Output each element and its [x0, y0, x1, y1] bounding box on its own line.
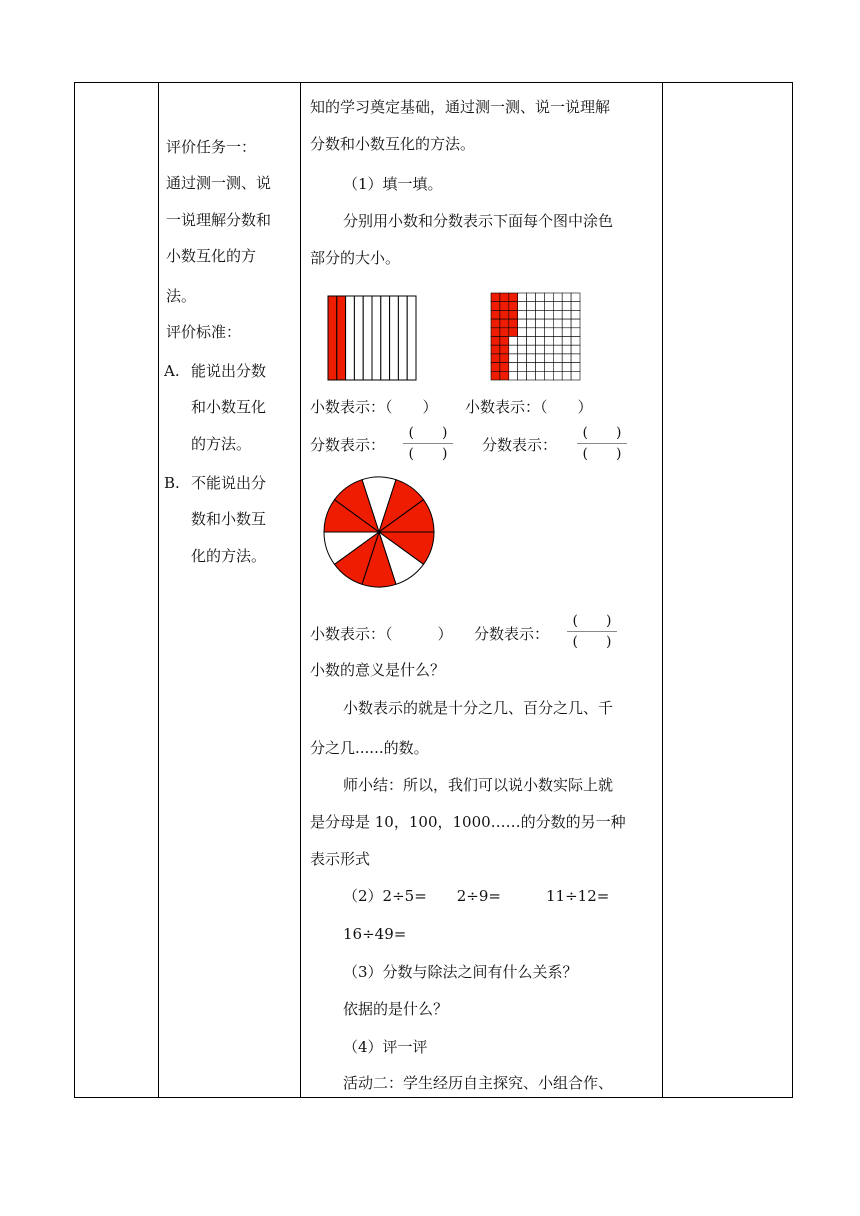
task-line: 法。: [166, 287, 197, 305]
grid-cell: [527, 345, 536, 354]
grid-cell: [509, 337, 518, 346]
grid-cell: [562, 371, 571, 380]
grid-cell: [518, 302, 527, 311]
grid-cell: [509, 371, 518, 380]
grid-cell: [527, 302, 536, 311]
grid-cell: [491, 302, 500, 311]
numerator-blank: ( ): [408, 425, 448, 441]
grid-cell: [553, 319, 562, 328]
decimal-label-2: 小数表示：（ ）: [465, 398, 593, 416]
grid-cell: [562, 310, 571, 319]
fraction-blank-2: [577, 424, 627, 463]
grid-cell: [536, 310, 545, 319]
fraction-label-1: 分数表示：: [310, 436, 386, 454]
grid-cell: [500, 319, 509, 328]
grid-cell: [491, 354, 500, 363]
grid-cell: [553, 302, 562, 311]
grid-cell: [500, 371, 509, 380]
grid-cell: [500, 293, 509, 302]
grid-cell: [544, 293, 553, 302]
grid-cell: [491, 345, 500, 354]
numerator-blank: ( ): [572, 613, 612, 629]
grid-cell: [553, 345, 562, 354]
question-3: （3）分数与除法之间有什么关系？: [343, 963, 578, 981]
paragraph-line: 分之几......的数。: [310, 739, 429, 757]
column-divider: [300, 83, 301, 1097]
option-a-line: 能说出分数: [191, 362, 267, 380]
fraction-label-3: 分数表示：: [474, 625, 550, 643]
grid-cell: [571, 319, 580, 328]
tenth-strip: [337, 296, 346, 380]
grid-cell: [491, 319, 500, 328]
grid-cell: [536, 345, 545, 354]
tenth-strip: [363, 296, 372, 380]
option-a-label: A.: [164, 362, 180, 380]
question-4: （4）评一评: [343, 1038, 428, 1056]
grid-cell: [500, 328, 509, 337]
grid-cell: [571, 354, 580, 363]
question-3-cont: 依据的是什么？: [343, 1000, 449, 1018]
grid-cell: [518, 328, 527, 337]
grid-cell: [553, 328, 562, 337]
grid-cell: [571, 310, 580, 319]
paragraph-line: 表示形式: [310, 850, 371, 868]
paragraph-line: 是分母是 10，100，1000……的分数的另一种: [310, 813, 626, 831]
grid-cell: [491, 310, 500, 319]
grid-cell: [562, 319, 571, 328]
grid-cell: [491, 371, 500, 380]
grid-cell: [536, 371, 545, 380]
grid-cell: [518, 345, 527, 354]
grid-cell: [544, 363, 553, 372]
grid-cell: [527, 363, 536, 372]
grid-cell: [536, 319, 545, 328]
grid-cell: [491, 337, 500, 346]
hundredths-grid-figure: [490, 292, 581, 381]
grid-cell: [536, 337, 545, 346]
grid-cell: [518, 354, 527, 363]
grid-cell: [536, 363, 545, 372]
grid-cell: [527, 319, 536, 328]
grid-cell: [536, 328, 545, 337]
grid-cell: [527, 337, 536, 346]
option-a-line: 的方法。: [191, 435, 252, 453]
grid-cell: [500, 363, 509, 372]
decimal-label-1: 小数表示：（ ）: [310, 398, 438, 416]
grid-cell: [571, 302, 580, 311]
denominator-blank: ( ): [572, 634, 612, 650]
option-b-line: 数和小数互: [191, 510, 267, 528]
grid-cell: [536, 302, 545, 311]
grid-cell: [491, 363, 500, 372]
task-line: 通过测一测、说: [166, 174, 272, 192]
grid-cell: [544, 371, 553, 380]
grid-cell: [571, 328, 580, 337]
tenth-strip: [390, 296, 399, 380]
grid-cell: [544, 345, 553, 354]
task-title: 评价任务一：: [166, 138, 257, 156]
grid-cell: [562, 345, 571, 354]
tenth-strip: [381, 296, 390, 380]
grid-cell: [509, 363, 518, 372]
question-1: （1）填一填。: [343, 175, 443, 193]
tenths-square-figure: [327, 295, 417, 381]
grid-cell: [553, 337, 562, 346]
grid-cell: [518, 319, 527, 328]
grid-cell: [544, 319, 553, 328]
grid-cell: [571, 363, 580, 372]
grid-cell: [509, 319, 518, 328]
grid-cell: [544, 328, 553, 337]
grid-cell: [553, 293, 562, 302]
grid-cell: [500, 302, 509, 311]
grid-cell: [500, 337, 509, 346]
grid-cell: [491, 328, 500, 337]
paragraph-line: 部分的大小。: [310, 249, 401, 267]
grid-cell: [571, 345, 580, 354]
paragraph-line: 分别用小数和分数表示下面每个图中涂色: [343, 212, 614, 230]
grid-cell: [544, 354, 553, 363]
option-a-line: 和小数互化: [191, 398, 267, 416]
tenth-strip: [372, 296, 381, 380]
option-b-line: 不能说出分: [191, 474, 267, 492]
grid-cell: [571, 371, 580, 380]
grid-cell: [536, 293, 545, 302]
activity-2: 活动二：学生经历自主探究、小组合作、: [343, 1074, 614, 1092]
grid-cell: [562, 293, 571, 302]
fraction-label-2: 分数表示：: [482, 436, 558, 454]
column-divider: [662, 83, 663, 1097]
task-line: 一说理解分数和: [166, 211, 272, 229]
tenth-strip: [346, 296, 355, 380]
grid-cell: [553, 310, 562, 319]
tenth-strip: [407, 296, 416, 380]
grid-cell: [544, 302, 553, 311]
grid-cell: [509, 328, 518, 337]
grid-cell: [491, 293, 500, 302]
grid-cell: [571, 293, 580, 302]
circle-slices-figure: [320, 475, 438, 589]
grid-cell: [518, 363, 527, 372]
grid-cell: [553, 371, 562, 380]
grid-cell: [562, 354, 571, 363]
grid-cell: [518, 371, 527, 380]
tenth-strip: [398, 296, 407, 380]
tenth-strip: [354, 296, 363, 380]
grid-cell: [518, 310, 527, 319]
grid-cell: [518, 337, 527, 346]
task-line: 小数互化的方: [166, 247, 257, 265]
denominator-blank: ( ): [582, 446, 622, 462]
paragraph-line: 师小结：所以，我们可以说小数实际上就: [343, 776, 614, 794]
question-2-cont: 16÷49=: [343, 925, 407, 943]
grid-cell: [544, 310, 553, 319]
grid-cell: [509, 354, 518, 363]
grid-cell: [527, 293, 536, 302]
question-text: 小数的意义是什么？: [310, 661, 446, 679]
tenth-strip: [328, 296, 337, 380]
fraction-blank-1: [403, 424, 453, 463]
paragraph-line: 小数表示的就是十分之几、百分之几、千: [343, 699, 614, 717]
grid-cell: [553, 363, 562, 372]
paragraph-line: 分数和小数互化的方法。: [310, 135, 476, 153]
grid-cell: [500, 354, 509, 363]
grid-cell: [500, 345, 509, 354]
grid-cell: [509, 310, 518, 319]
grid-cell: [509, 345, 518, 354]
option-b-line: 化的方法。: [191, 547, 267, 565]
grid-cell: [500, 310, 509, 319]
paragraph-line: 知的学习奠定基础，通过测一测、说一说理解: [310, 98, 611, 116]
question-2: （2）2÷5= 2÷9= 11÷12=: [343, 887, 610, 905]
grid-cell: [527, 310, 536, 319]
grid-cell: [527, 371, 536, 380]
grid-cell: [562, 328, 571, 337]
grid-cell: [509, 302, 518, 311]
grid-cell: [509, 293, 518, 302]
grid-cell: [562, 337, 571, 346]
grid-cell: [571, 337, 580, 346]
decimal-label-3: 小数表示：（ ）: [310, 625, 453, 643]
option-b-label: B.: [164, 474, 180, 492]
fraction-blank-3: [567, 612, 617, 651]
lesson-table: [74, 82, 793, 1098]
grid-cell: [527, 354, 536, 363]
grid-cell: [527, 328, 536, 337]
column-divider: [158, 83, 159, 1097]
grid-cell: [518, 293, 527, 302]
grid-cell: [553, 354, 562, 363]
standard-title: 评价标准：: [166, 323, 242, 341]
denominator-blank: ( ): [408, 446, 448, 462]
grid-cell: [544, 337, 553, 346]
grid-cell: [562, 363, 571, 372]
grid-cell: [562, 302, 571, 311]
numerator-blank: ( ): [582, 425, 622, 441]
grid-cell: [536, 354, 545, 363]
